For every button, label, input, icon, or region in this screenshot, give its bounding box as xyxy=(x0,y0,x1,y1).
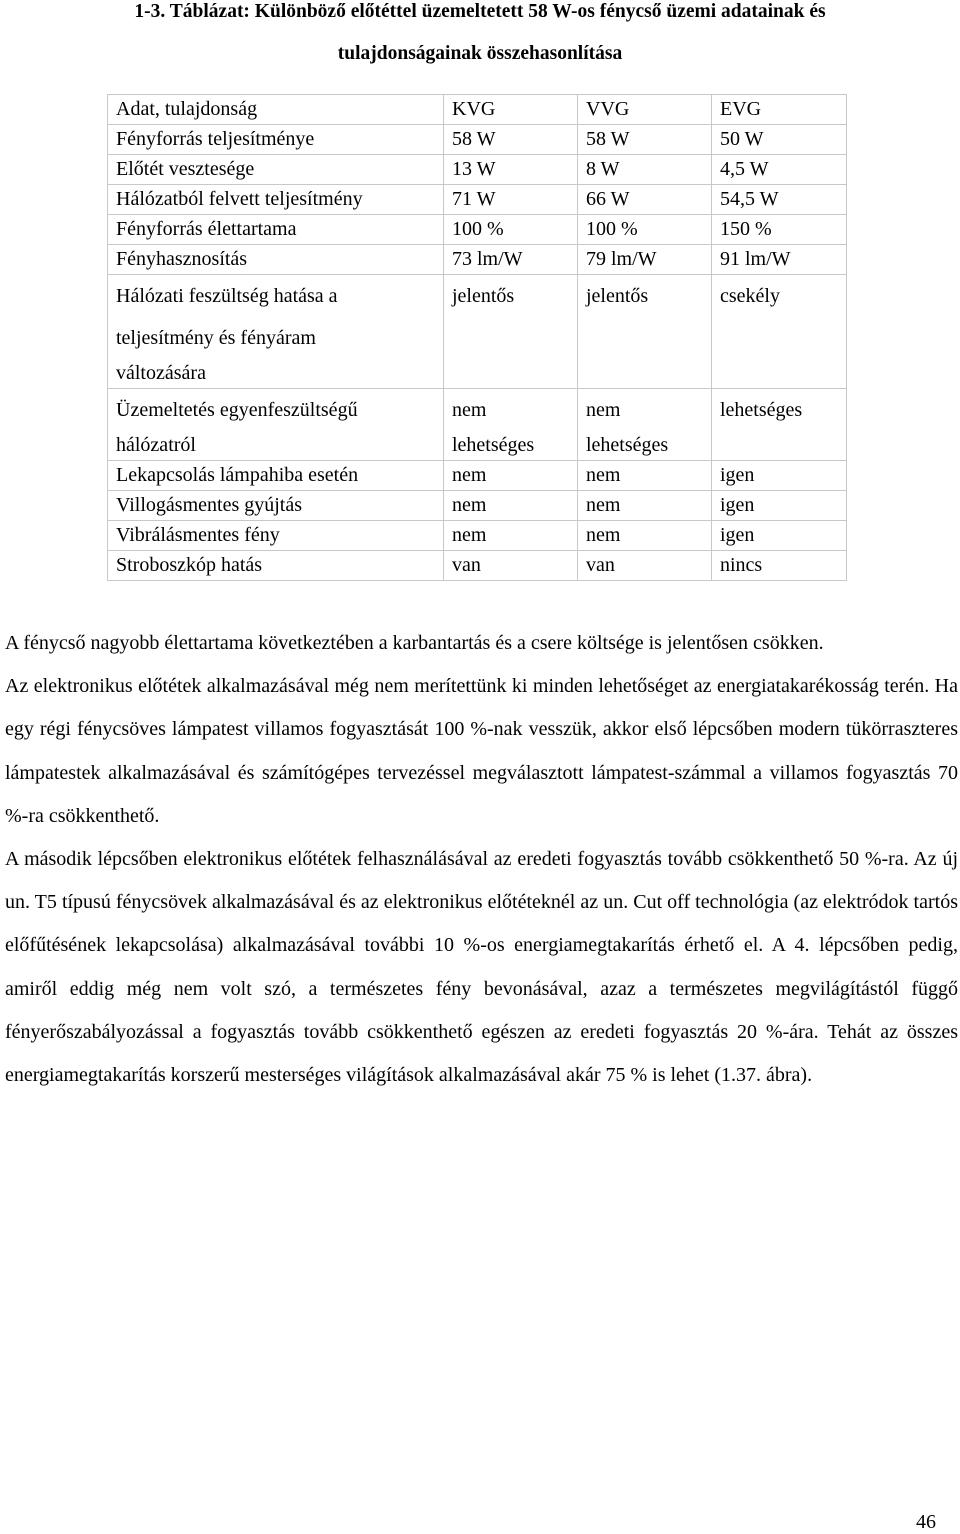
table-cell: nem xyxy=(444,491,578,521)
comparison-table xyxy=(107,94,847,581)
cell-line: Hálózati feszültség hatása a xyxy=(116,285,338,307)
cell-line: nem xyxy=(586,399,621,421)
table-cell: nincs xyxy=(712,551,847,581)
body-text xyxy=(5,622,958,1097)
table-cell: van xyxy=(578,551,712,581)
table-cell: 58 W xyxy=(578,125,712,155)
cell-line: Üzemeltetés egyenfeszültségű xyxy=(116,399,358,421)
paragraph: A fénycső nagyobb élettartama következtében a karbantartás és a csere költsége is jelentősen csökken. xyxy=(5,632,824,654)
table-cell: igen xyxy=(712,461,847,491)
table-cell: Lekapcsolás lámpahiba esetén xyxy=(108,461,444,491)
table-cell: 91 lm/W xyxy=(712,245,847,275)
table-cell: 79 lm/W xyxy=(578,245,712,275)
table-cell: nem xyxy=(444,461,578,491)
cell-line: változására xyxy=(116,362,206,384)
cell-line: csekély xyxy=(720,285,780,307)
table-cell: 8 W xyxy=(578,155,712,185)
table-row xyxy=(108,461,847,491)
table-row xyxy=(108,215,847,245)
table-cell: Villogásmentes gyújtás xyxy=(108,491,444,521)
table-cell xyxy=(578,389,712,461)
header-cell-property: Adat, tulajdonság xyxy=(108,95,444,125)
table-cell: 58 W xyxy=(444,125,578,155)
table-cell xyxy=(108,389,444,461)
table-caption-line-2: tulajdonságainak összehasonlítása xyxy=(337,43,623,64)
table-cell xyxy=(712,389,847,461)
table-cell: igen xyxy=(712,521,847,551)
table-cell: Stroboszkóp hatás xyxy=(108,551,444,581)
header-cell-vvg: VVG xyxy=(578,95,712,125)
cell-line: lehetséges xyxy=(586,434,669,456)
table-cell: nem xyxy=(578,461,712,491)
table-cell xyxy=(444,389,578,461)
table-cell: 100 % xyxy=(444,215,578,245)
header-cell-evg: EVG xyxy=(712,95,847,125)
table-cell: Fényhasznosítás xyxy=(108,245,444,275)
table-cell: Előtét vesztesége xyxy=(108,155,444,185)
table-cell: 66 W xyxy=(578,185,712,215)
table-row xyxy=(108,155,847,185)
cell-line: lehetséges xyxy=(720,399,803,421)
table-row xyxy=(108,521,847,551)
table-cell: 150 % xyxy=(712,215,847,245)
table-cell xyxy=(712,275,847,389)
table-cell: 71 W xyxy=(444,185,578,215)
table-cell: 100 % xyxy=(578,215,712,245)
table-cell xyxy=(444,275,578,389)
table-row-voltage-effect xyxy=(108,275,847,389)
table-cell: van xyxy=(444,551,578,581)
table-row xyxy=(108,125,847,155)
table-caption-line-1: 1-3. Táblázat: Különböző előtéttel üzemeltetett 58 W-os fénycső üzemi adatainak és xyxy=(134,1,826,22)
cell-line: hálózatról xyxy=(116,434,196,456)
table-cell: 13 W xyxy=(444,155,578,185)
page-number: 46 xyxy=(916,1511,936,1533)
table-row xyxy=(108,185,847,215)
table-row xyxy=(108,491,847,521)
table-cell: Vibrálásmentes fény xyxy=(108,521,444,551)
table-cell: Hálózatból felvett teljesítmény xyxy=(108,185,444,215)
cell-line: jelentős xyxy=(452,285,515,307)
cell-line: jelentős xyxy=(586,285,649,307)
table-cell xyxy=(578,275,712,389)
table-row-dc-operation xyxy=(108,389,847,461)
table-header-row xyxy=(108,95,847,125)
table-cell: 4,5 W xyxy=(712,155,847,185)
cell-line: nem xyxy=(452,399,487,421)
table-cell: 54,5 W xyxy=(712,185,847,215)
table-cell: nem xyxy=(578,521,712,551)
paragraph: Az elektronikus előtétek alkalmazásával még nem merítettünk ki minden lehetőséget az energiatakarékosság terén. Ha egy régi fénycsöves lámpatest villamos fogyasztását 100 %-nak vesszük, akkor első lépcsőben modern tükörraszteres lámpatestek alkalmazásával és számítógépes tervezéssel megválasztott lámpatest-számmal a villamos fogyasztás 70 %-ra csökkenthető. xyxy=(5,675,958,827)
table-cell xyxy=(108,275,444,389)
header-cell-kvg: KVG xyxy=(444,95,578,125)
table-cell: Fényforrás élettartama xyxy=(108,215,444,245)
paragraph: A második lépcsőben elektronikus előtétek felhasználásával az eredeti fogyasztás tovább csökkenthető 50 %-ra. Az új un. T5 típusú fénycsövek alkalmazásával és az elektronikus előtéteknél az un. Cut off technológia (az elektródok tartós előfűtésének lekapcsolása) alkalmazásával további 10 %-os energiamegtakarítás érhető el. A 4. lépcsőben pedig, amiről eddig még nem volt szó, a természetes fény bevonásával, azaz a természetes megvilágítástól függő fényerőszabályozással a fogyasztás tovább csökkenthető egészen az eredeti fogyasztás 20 %-ára. Tehát az összes energiamegtakarítás korszerű mesterséges világítások alkalmazásával akár 75 % is lehet (1.37. ábra). xyxy=(5,848,958,1087)
table-row xyxy=(108,551,847,581)
table-cell: 73 lm/W xyxy=(444,245,578,275)
table-cell: Fényforrás teljesítménye xyxy=(108,125,444,155)
cell-line: lehetséges xyxy=(452,434,535,456)
table-cell: igen xyxy=(712,491,847,521)
cell-line: teljesítmény és fényáram xyxy=(116,327,316,349)
table-cell: 50 W xyxy=(712,125,847,155)
table-row xyxy=(108,245,847,275)
table-cell: nem xyxy=(578,491,712,521)
table-cell: nem xyxy=(444,521,578,551)
